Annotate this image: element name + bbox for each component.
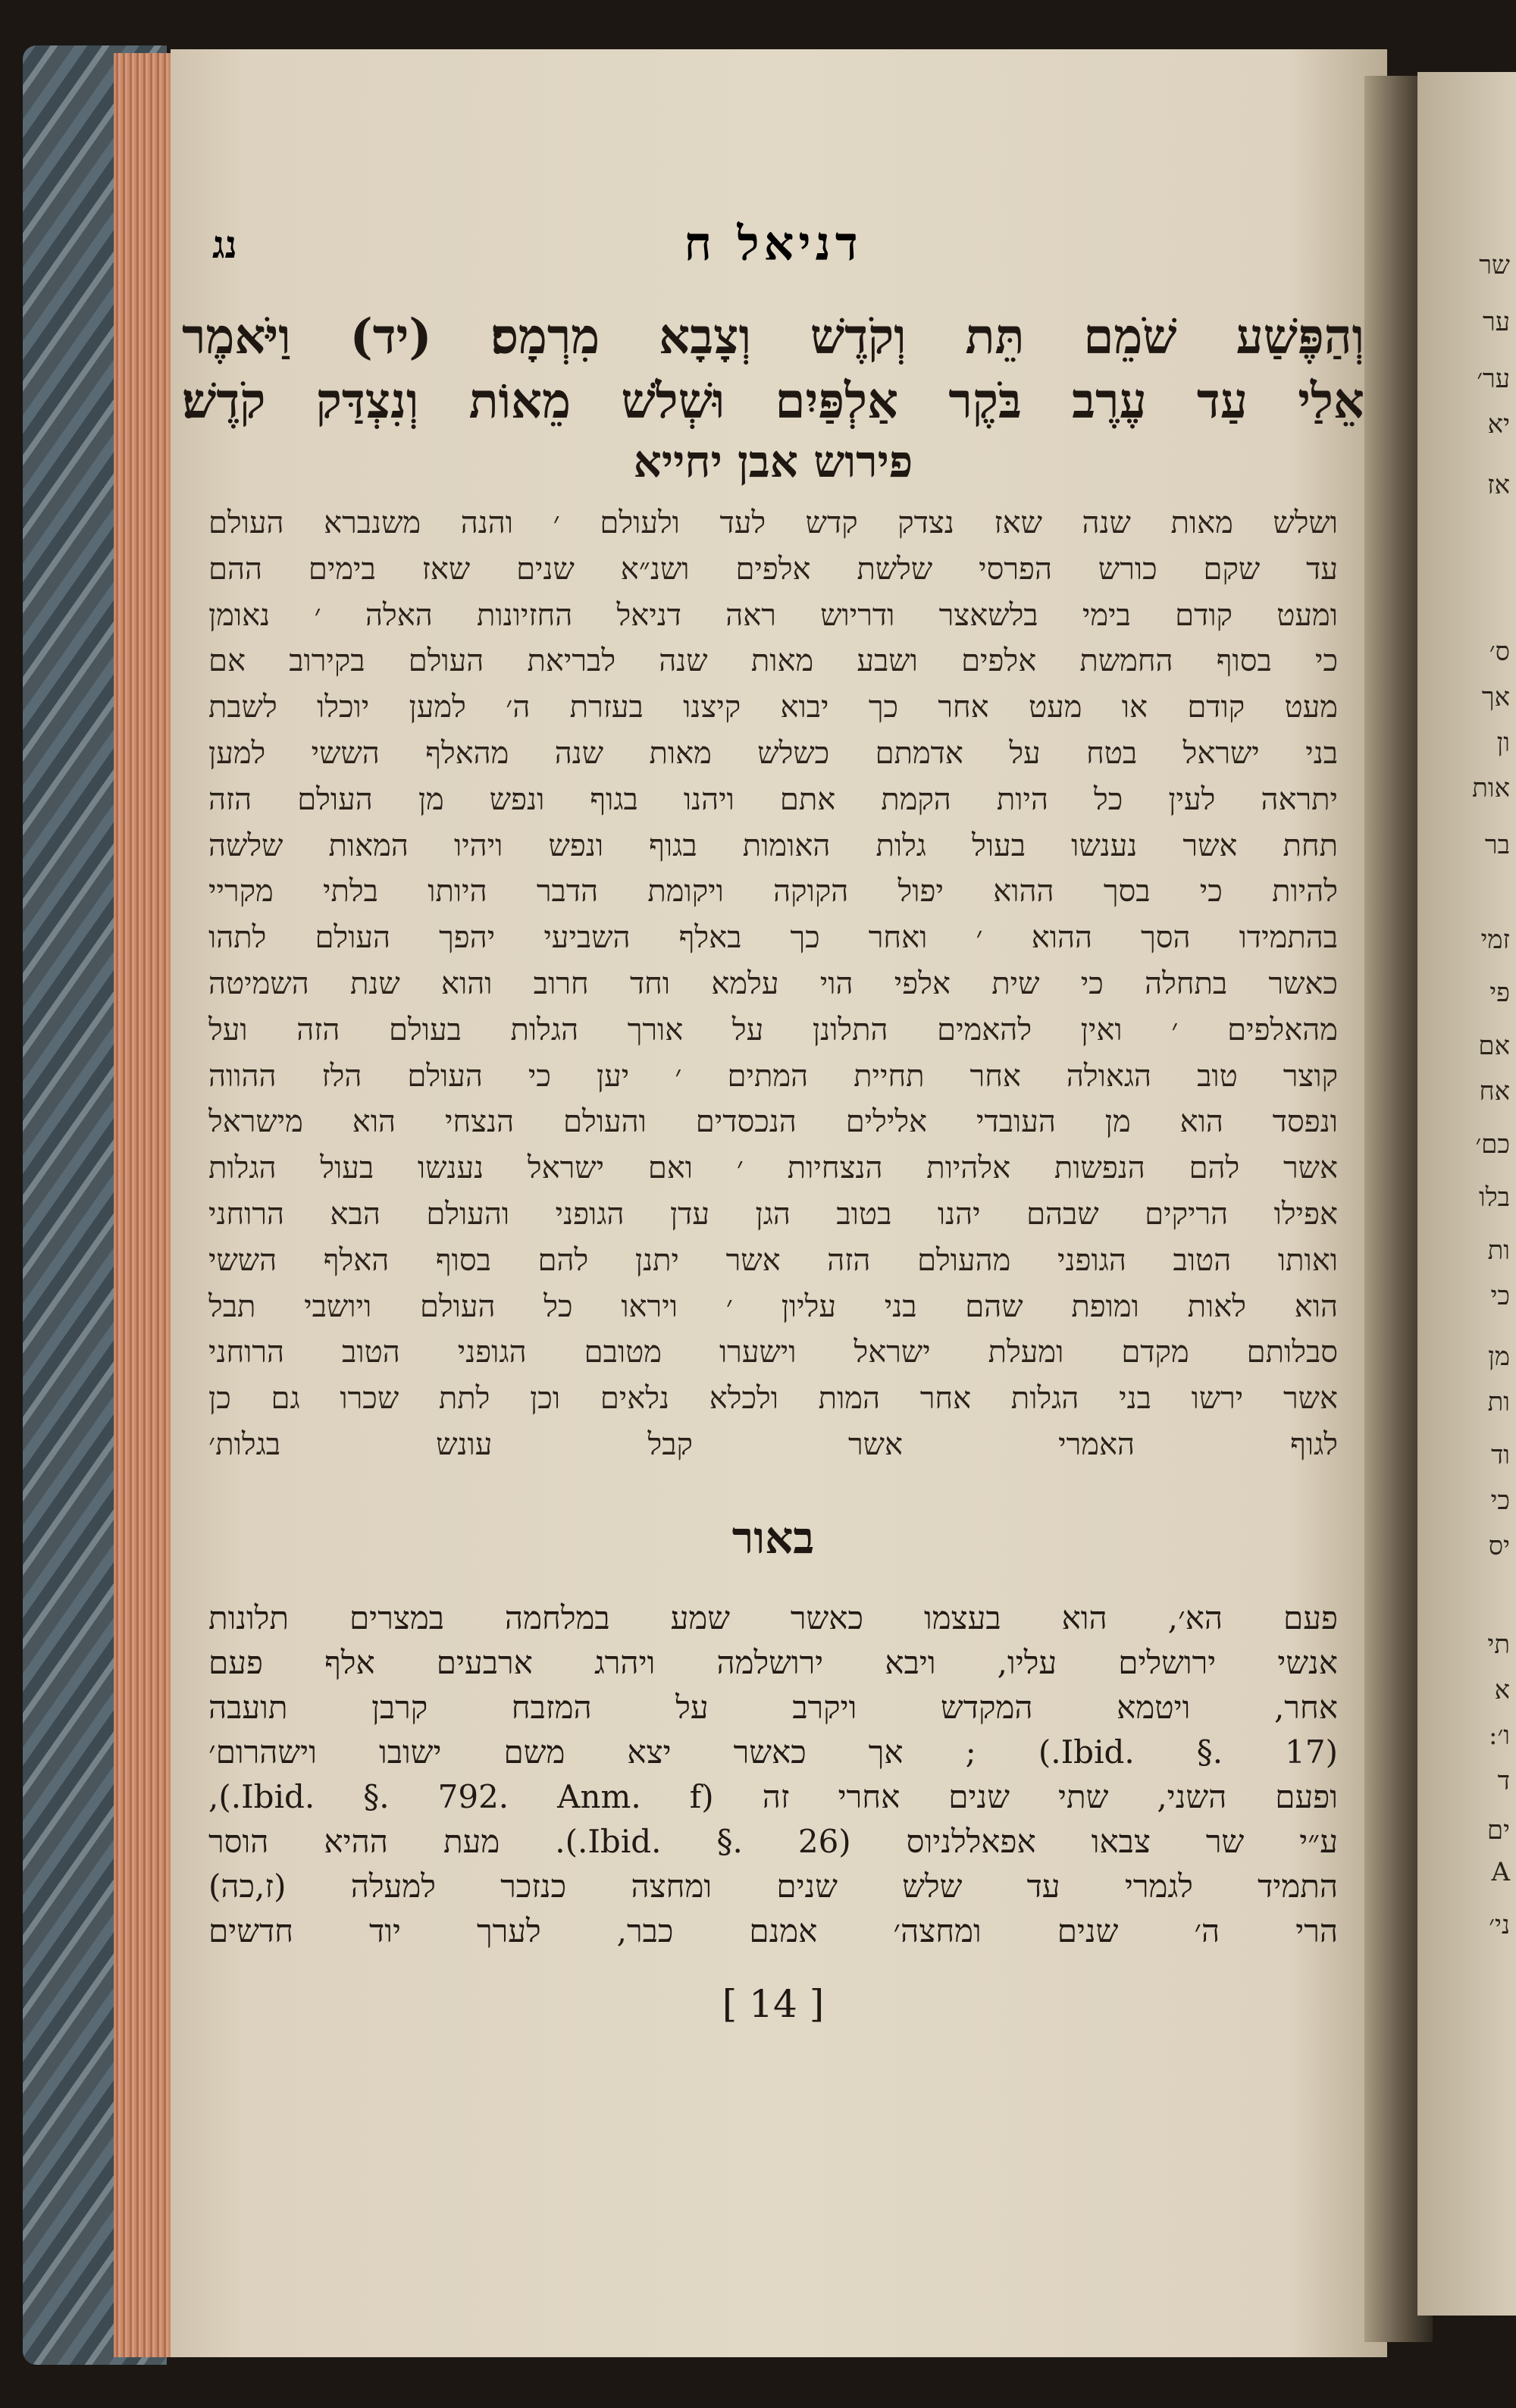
biur-text <box>208 1595 1338 1953</box>
facing-page-fragment: ד <box>1497 1766 1510 1796</box>
biur-line: (Ibid. §. 17.) ; אך כאשר יצא משם ישובו וישהרום׳ <box>208 1733 1338 1771</box>
commentary-heading: פירוש אבן יחייא <box>633 436 913 487</box>
commentary-text <box>208 500 1338 1468</box>
facing-page-fragment: אח <box>1479 1076 1510 1107</box>
biur-line: התמיד לגמרי עד שלש שנים ומחצה כנזכר למעלה (ז,כה) <box>208 1868 1338 1905</box>
facing-page-fragment: אז <box>1487 470 1510 500</box>
page-edges <box>114 53 174 2357</box>
facing-page-fragment: ו׳: <box>1488 1721 1510 1751</box>
facing-page-fragment: ער <box>1483 307 1510 337</box>
running-title: דניאל ח <box>684 216 863 271</box>
commentary-line: קוצר טוב הגאולה אחר תחיית המתים ׳ יען כי העולם הלז ההווה <box>208 1058 1338 1094</box>
facing-page-fragment: ון <box>1496 728 1510 758</box>
commentary-line: מהאלפים ׳ ואין להאמים התלונן על אורך הגלות בעולם הזה ועל <box>208 1012 1338 1047</box>
facing-page-fragment: אות <box>1472 773 1510 803</box>
commentary-line: ונפסד הוא מן העובדי אלילים הנכסדים והעולם הנצחי הוא מישראל <box>208 1104 1338 1140</box>
facing-page-fragment: יס <box>1488 1531 1510 1561</box>
commentary-line: בהתמידו הסך ההוא ׳ ואחר כך באלף השביעי יהפך העולם לתהו <box>208 920 1338 956</box>
facing-page-fragment: א <box>1494 1675 1510 1705</box>
biur-line: אנשי ירושלים עליו, ויבא ירושלמה ויהרג ארבעים אלף פעם <box>208 1644 1338 1681</box>
facing-page-fragment: זמי <box>1480 925 1510 955</box>
facing-page-fragment: בלו <box>1479 1182 1510 1213</box>
biur-line: הרי ה׳ שנים ומחצה׳ אמנם כבר, לערך יוד חדשים <box>208 1912 1338 1949</box>
commentary-line: עד שקם כורש הפרסי שלשת אלפים ושנ״א שנים שאז בימים ההם <box>208 551 1338 587</box>
facing-page-fragment: ער׳ <box>1477 364 1510 394</box>
commentary-line: אפילו הריקים שבהם יהנו בטוב הגן עדן הגופני והעולם הבא הרוחני <box>208 1196 1338 1232</box>
commentary-line: אשר להם הנפשות אלהיות הנצחיות ׳ ואם ישראל נענשו בעול הגלות <box>208 1151 1338 1186</box>
facing-page-fragment: וד <box>1490 1440 1510 1470</box>
facing-page-fragment: אך <box>1481 682 1510 712</box>
facing-page-fragment: יא <box>1487 409 1510 440</box>
facing-page-fragment: ני׳ <box>1489 1910 1510 1940</box>
facing-page-fragment: תי <box>1487 1630 1510 1660</box>
facing-page-fragment: מן <box>1488 1342 1510 1372</box>
commentary-line: סבלותם מקדם ומעלת ישראל וישערו מטובם הגופני הטוב הרוחני <box>208 1335 1338 1370</box>
commentary-line: לגוף האמרי אשר קבל עונש בגלות׳ <box>208 1426 1338 1462</box>
facing-page-fragment: כי <box>1490 1281 1510 1311</box>
commentary-line: להיות כי בסך ההוא יפול הקוקה ויקומת הדבר היותו בלתי מקריי <box>208 874 1338 910</box>
facing-page-fragment: ות <box>1487 1387 1510 1417</box>
commentary-line: כי בסוף החמשת אלפים ושבע מאות שנה לבריאת העולם בקירוב אם <box>208 643 1338 679</box>
commentary-line: ושלש מאות שנה שאז נצדק קדש לעד ולעולם ׳ והנה משנברא העולם <box>208 506 1338 540</box>
commentary-line: הוא לאות ומופת שהם בני עליון ׳ ויראו כל העולם ויושבי תבל <box>208 1289 1338 1324</box>
commentary-line: תחת אשר נענשו בעול גלות האומות בגוף ונפש ויהיו המאות שלשה <box>208 828 1338 863</box>
biur-heading: באור <box>731 1512 815 1564</box>
biur-line: ע״י שר צבאו אפאללניוס (Ibid. §. 26.). מעת ההיא הוסר <box>208 1823 1338 1860</box>
biur-line: פעם הא׳, הוא בעצמו כאשר שמע במלחמה במצרים תלונות <box>208 1599 1338 1636</box>
commentary-line: אשר ירשו בני הגלות אחר המות ולכלא נלאים וכן לתת שכרו גם כן <box>208 1381 1338 1417</box>
verse-line-2: אֵלַי עַד עֶרֶב בֹּקֶר אַלְפַּיִם וּשְׁלֹשׁ מֵאוֹת וְנִצְדַּק קֹדֶשׁ׃ <box>182 373 1364 430</box>
facing-page-fragment: ות <box>1487 1235 1510 1266</box>
commentary-line: יתראה לעין כל היות הקמת אתם ויהנו בגוף ונפש מן העולם הזה <box>208 781 1338 817</box>
facing-page-fragment: אם <box>1478 1031 1510 1061</box>
facing-page-fragment: שר <box>1479 250 1510 280</box>
commentary-line: מעט קודם או מעט אחר כך יבוא קיצנו בעזרת ה׳ למען יוכלו לשבת <box>208 690 1338 725</box>
commentary-line: בני ישראל בטח על אדמתם כשלש מאות שנה מהאלף הששי למען <box>208 735 1338 771</box>
facing-page-fragment: כי <box>1490 1486 1510 1516</box>
facing-page-fragment: A <box>1491 1857 1510 1887</box>
hebrew-page-number: נג <box>212 222 237 267</box>
facing-page-fragment: כם׳ <box>1475 1129 1510 1160</box>
commentary-line: כאשר בתחלה כי שית אלפי הוי עלמא וחד חרוב והוא שנת השמיטה <box>208 966 1338 1001</box>
commentary-line: ומעט קודם בימי בלשאצר ודריוש ראה דניאל החזיונות האלה ׳ נאומן <box>208 597 1338 633</box>
running-header <box>182 216 1364 277</box>
facing-page-fragment: ים <box>1486 1815 1510 1846</box>
facing-page <box>1417 72 1516 2316</box>
facing-page-fragment: ס׳ <box>1489 637 1510 667</box>
facing-page-fragment: בר <box>1484 830 1510 860</box>
verse-line-1: וְהַפֶּשַׁע שֹׁמֵם תֵּת וְקֹדֶשׁ וְצָבָא מִרְמָס׃ (יד) וַיֹּאמֶר <box>182 308 1364 365</box>
commentary-line: ואותו הטוב הגופני מהעולם הזה אשר יתנן להם בסוף האלף הששי <box>208 1242 1338 1278</box>
biur-line: אחר, ויטמא המקדש ויקרב על המזבח קרבן תועבה <box>208 1689 1338 1726</box>
signature-mark: [ 14 ] <box>722 1982 825 2026</box>
facing-page-fragment: פי <box>1489 978 1510 1008</box>
biur-line: ופעם השני, שתי שנים אחרי זה (Ibid. §. 792. Anm. f.), <box>208 1778 1338 1815</box>
